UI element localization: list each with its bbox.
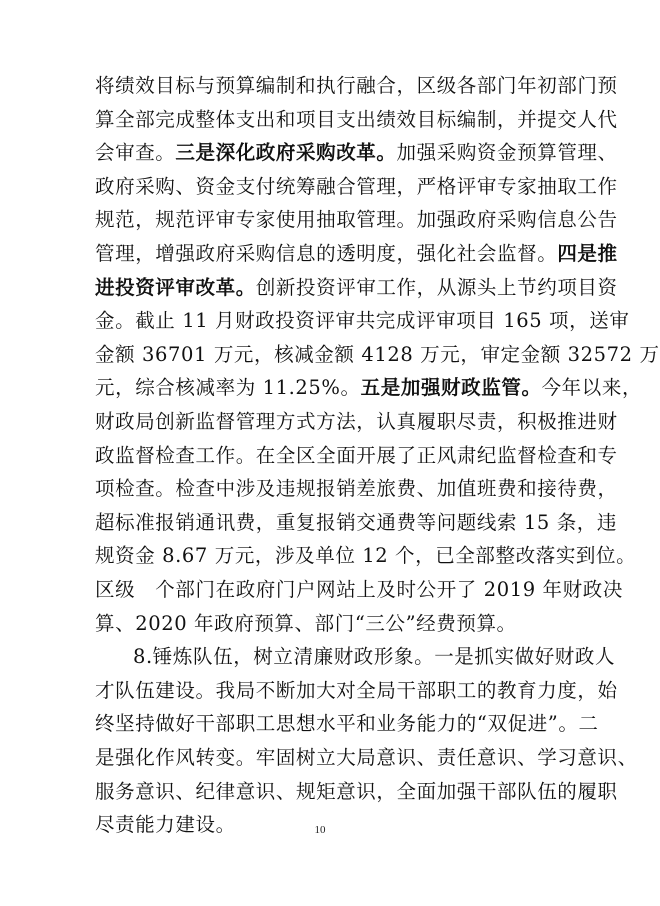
- text-line: [95, 542, 637, 570]
- text-run: 政府采购、资金支付统筹融合管理，严格评审专家抽取工作: [95, 174, 618, 198]
- text-line: [95, 509, 618, 537]
- text-line: [95, 442, 618, 470]
- text-run: 规资金 8.67 万元，涉及单位 12 个，已全部整改落实到位。: [95, 544, 637, 568]
- text-line: [95, 744, 638, 772]
- text-line: [95, 677, 618, 705]
- text-line: [133, 643, 616, 671]
- text-line: [95, 475, 618, 503]
- text-run: 尽责能力建设。: [95, 813, 236, 837]
- text-run: 金额 36701 万元，核减金额 4128 万元，审定金额 32572 万: [95, 342, 660, 366]
- bold-text-run: 三是深化政府采购改革。: [175, 141, 397, 165]
- text-line: [95, 341, 660, 369]
- text-line: [95, 307, 630, 335]
- text-line: [95, 374, 643, 402]
- text-run: 元，综合核减率为 11.25%。: [95, 376, 361, 400]
- text-run: 区级 个部门在政府门户网站上及时公开了 2019 年财政决: [95, 578, 623, 601]
- text-run: 终坚持做好干部职工思想水平和业务能力的“双促进”。二: [95, 712, 599, 736]
- text-run: 服务意识、纪律意识、规矩意识，全面加强干部队伍的履职: [95, 779, 618, 803]
- text-line: [95, 72, 618, 100]
- text-line: [95, 240, 618, 268]
- text-line: [95, 610, 565, 638]
- text-run: 将绩效目标与预算编制和执行融合，区级各部门年初部门预: [95, 74, 618, 97]
- text-run: 今年以来，: [541, 376, 643, 400]
- bold-text-run: 四是推: [557, 242, 618, 265]
- bold-text-run: 五是加强财政监管。: [360, 376, 542, 400]
- text-run: 是强化作风转变。牢固树立大局意识、责任意识、学习意识、: [95, 746, 638, 769]
- text-run: 政监督检查工作。在全区全面开展了正风肃纪监督检查和专: [95, 443, 618, 467]
- text-run: 超标准报销通讯费，重复报销交通费等问题线索 15 条，违: [95, 510, 618, 534]
- text-run: 才队伍建设。我局不断加大对全局干部职工的教育力度，始: [95, 678, 618, 702]
- text-line: [95, 139, 618, 167]
- text-run: 算全部完成整体支出和项目支出绩效目标编制，并提交人代: [95, 107, 618, 131]
- text-run: 规范，规范评审专家使用抽取管理。加强政府采购信息公告: [95, 208, 618, 232]
- text-line: [95, 408, 618, 436]
- text-run: 算、2020 年政府预算、部门“三公”经费预算。: [95, 611, 517, 635]
- text-run: 会审查。: [95, 141, 176, 165]
- text-line: [95, 710, 599, 738]
- text-run: 项检查。检查中涉及违规报销差旅费、加值班费和接待费，: [95, 477, 618, 501]
- text-line: [95, 173, 618, 201]
- text-run: 财政局创新监督管理方式方法，认真履职尽责，积极推进财: [95, 410, 618, 433]
- text-line: [95, 206, 618, 234]
- text-run: 金。截止 11 月财政投资评审共完成评审项目 165 项，送审: [95, 309, 630, 333]
- text-run: 创新投资评审工作，从源头上节约项目资: [255, 275, 618, 299]
- text-line: [95, 778, 618, 806]
- text-line: [95, 576, 623, 604]
- text-run: 管理，增强政府采购信息的透明度，强化社会监督。: [95, 242, 558, 265]
- text-line: [95, 106, 618, 134]
- text-line: [95, 274, 618, 302]
- bold-text-run: 进投资评审改革。: [95, 275, 256, 299]
- text-run: 加强采购资金预算管理、: [396, 141, 618, 165]
- text-run: 8.锤炼队伍，树立清廉财政形象。一是抓实做好财政人: [133, 645, 616, 669]
- page-number: 10: [314, 824, 326, 836]
